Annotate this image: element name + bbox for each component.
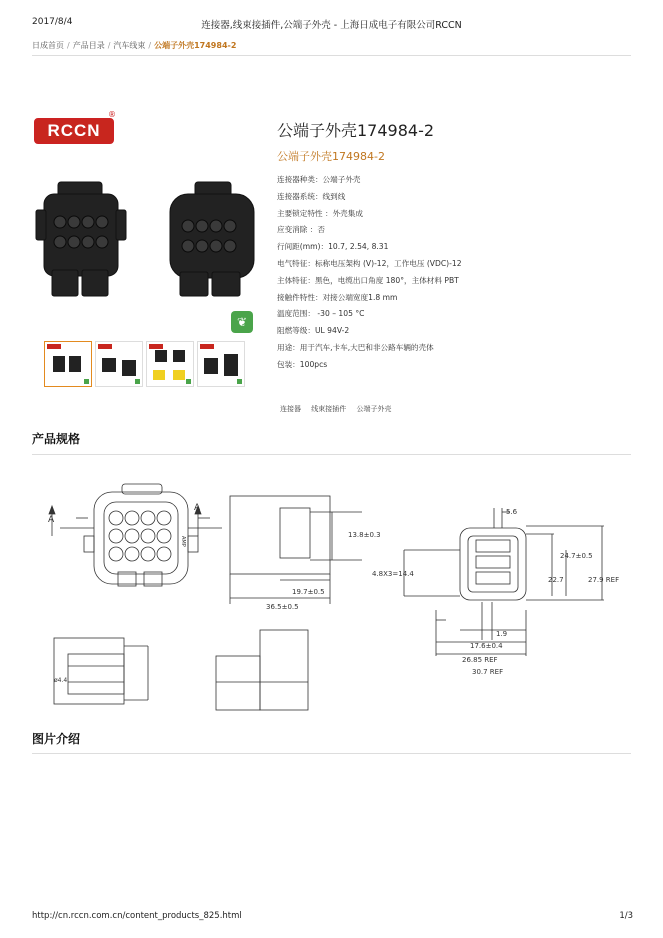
section-divider (32, 454, 631, 455)
tag-link[interactable]: 线束接插件 (311, 405, 347, 413)
spec-flammability: 阻燃等级：UL 94V-2 (277, 326, 350, 336)
section-title-gallery: 图片介绍 (32, 732, 81, 746)
front-view (48, 484, 222, 586)
thumbnail-1[interactable] (44, 341, 92, 387)
dim-height: 13.8±0.3 (348, 531, 381, 539)
product-main-photo[interactable] (30, 170, 260, 340)
thumbnail-2[interactable] (95, 341, 143, 387)
section-mark-left: A (48, 515, 55, 525)
rccn-logo[interactable]: RCCN (34, 118, 114, 144)
top-view (216, 630, 308, 710)
dim-inner-width: 22.7 (548, 576, 564, 584)
spec-body: 主体特征：黑色，电缆出口角度 180°，主体材料 PBT (277, 275, 459, 285)
mating-face-view (372, 508, 619, 676)
print-page-title: 连接器,线束接插件,公端子外壳 - 上海日成电子有限公司RCCN (201, 20, 462, 31)
print-url: http://cn.rccn.com.cn/content_products_825.html (32, 911, 242, 921)
print-page-number: 1/3 (619, 911, 633, 921)
registered-mark: ® (108, 110, 116, 119)
breadcrumb-separator: / (67, 41, 70, 50)
dim-total-length: 36.5±0.5 (266, 603, 299, 611)
breadcrumb-home[interactable]: 日成首页 (32, 41, 64, 50)
section-view (54, 638, 148, 704)
thumb-badge-icon (186, 379, 191, 384)
dim-inner-length: 19.7±0.5 (292, 588, 325, 596)
product-title: 公端子外壳174984-2 (277, 121, 435, 140)
spec-connector-system: 连接器系统：线到线 (277, 191, 346, 201)
dim-row-span: 17.6±0.4 (470, 642, 503, 650)
product-subtitle: 公端子外壳174984-2 (277, 150, 385, 163)
breadcrumb-current: 公端子外壳174984-2 (154, 41, 237, 50)
section-mark-right: A (194, 503, 201, 513)
spec-lock-feature: 主要锁定特性 ：外壳集成 (277, 208, 363, 218)
dim-ref-width: 26.85 REF (462, 656, 498, 664)
spec-usage: 用途：用于汽车,卡车,大巴和非公路车辆的壳体 (277, 342, 434, 352)
breadcrumb-separator: / (107, 41, 111, 50)
thumb-badge-icon (84, 379, 89, 384)
spec-contact: 接触件特性：对接公端宽度1.8 mm (277, 292, 398, 302)
spec-temperature: 温度范围： -30 – 105 °C (277, 309, 365, 319)
spec-connector-type: 连接器种类：公端子外壳 (277, 175, 361, 184)
dim-diameter: ø4.4 (54, 677, 68, 684)
technical-drawing (32, 470, 632, 720)
dim-pitch: 4.8X3=14.4 (372, 570, 414, 578)
spec-row-pitch: 行间距(mm)：10.7, 2.54, 8.31 (277, 242, 389, 252)
dim-gap: 1.9 (496, 630, 508, 638)
side-label: AMP (180, 536, 186, 547)
tag-list (280, 404, 399, 414)
thumb-badge-icon (135, 379, 140, 384)
thumb-badge-icon (237, 379, 242, 384)
spec-packaging: 包装：100pcs (277, 359, 328, 369)
tag-link[interactable]: 公端子外壳 (356, 405, 392, 413)
section-divider (32, 753, 631, 754)
breadcrumb-auto-harness[interactable]: 汽车线束 (113, 41, 146, 50)
dim-width: 24.7±0.5 (560, 552, 593, 560)
dim-overall-width: 27.9 REF (588, 576, 620, 584)
thumbnail-3[interactable] (146, 341, 194, 387)
spec-electrical: 电气特征：标称电压架构 (V)-12，工作电压 (VDC)-12 (277, 258, 462, 268)
connector-right-image (170, 182, 254, 296)
spec-list (277, 172, 462, 374)
breadcrumb-separator: / (148, 41, 152, 50)
dim-pin-width: 5.6 (506, 508, 518, 516)
thumbnail-4[interactable] (197, 341, 245, 387)
section-title-spec: 产品规格 (32, 432, 81, 446)
leaf-icon: ❦ (231, 311, 253, 333)
side-view (230, 496, 381, 611)
breadcrumb (32, 40, 236, 51)
connector-left-image (36, 182, 126, 296)
print-date: 2017/8/4 (32, 17, 73, 27)
tag-link[interactable]: 连接器 (280, 405, 301, 413)
breadcrumb-divider (32, 55, 631, 56)
breadcrumb-catalog[interactable]: 产品目录 (72, 41, 105, 50)
spec-strain-relief: 应变消除 ：否 (277, 225, 325, 235)
dim-ref-overall: 30.7 REF (472, 668, 504, 676)
